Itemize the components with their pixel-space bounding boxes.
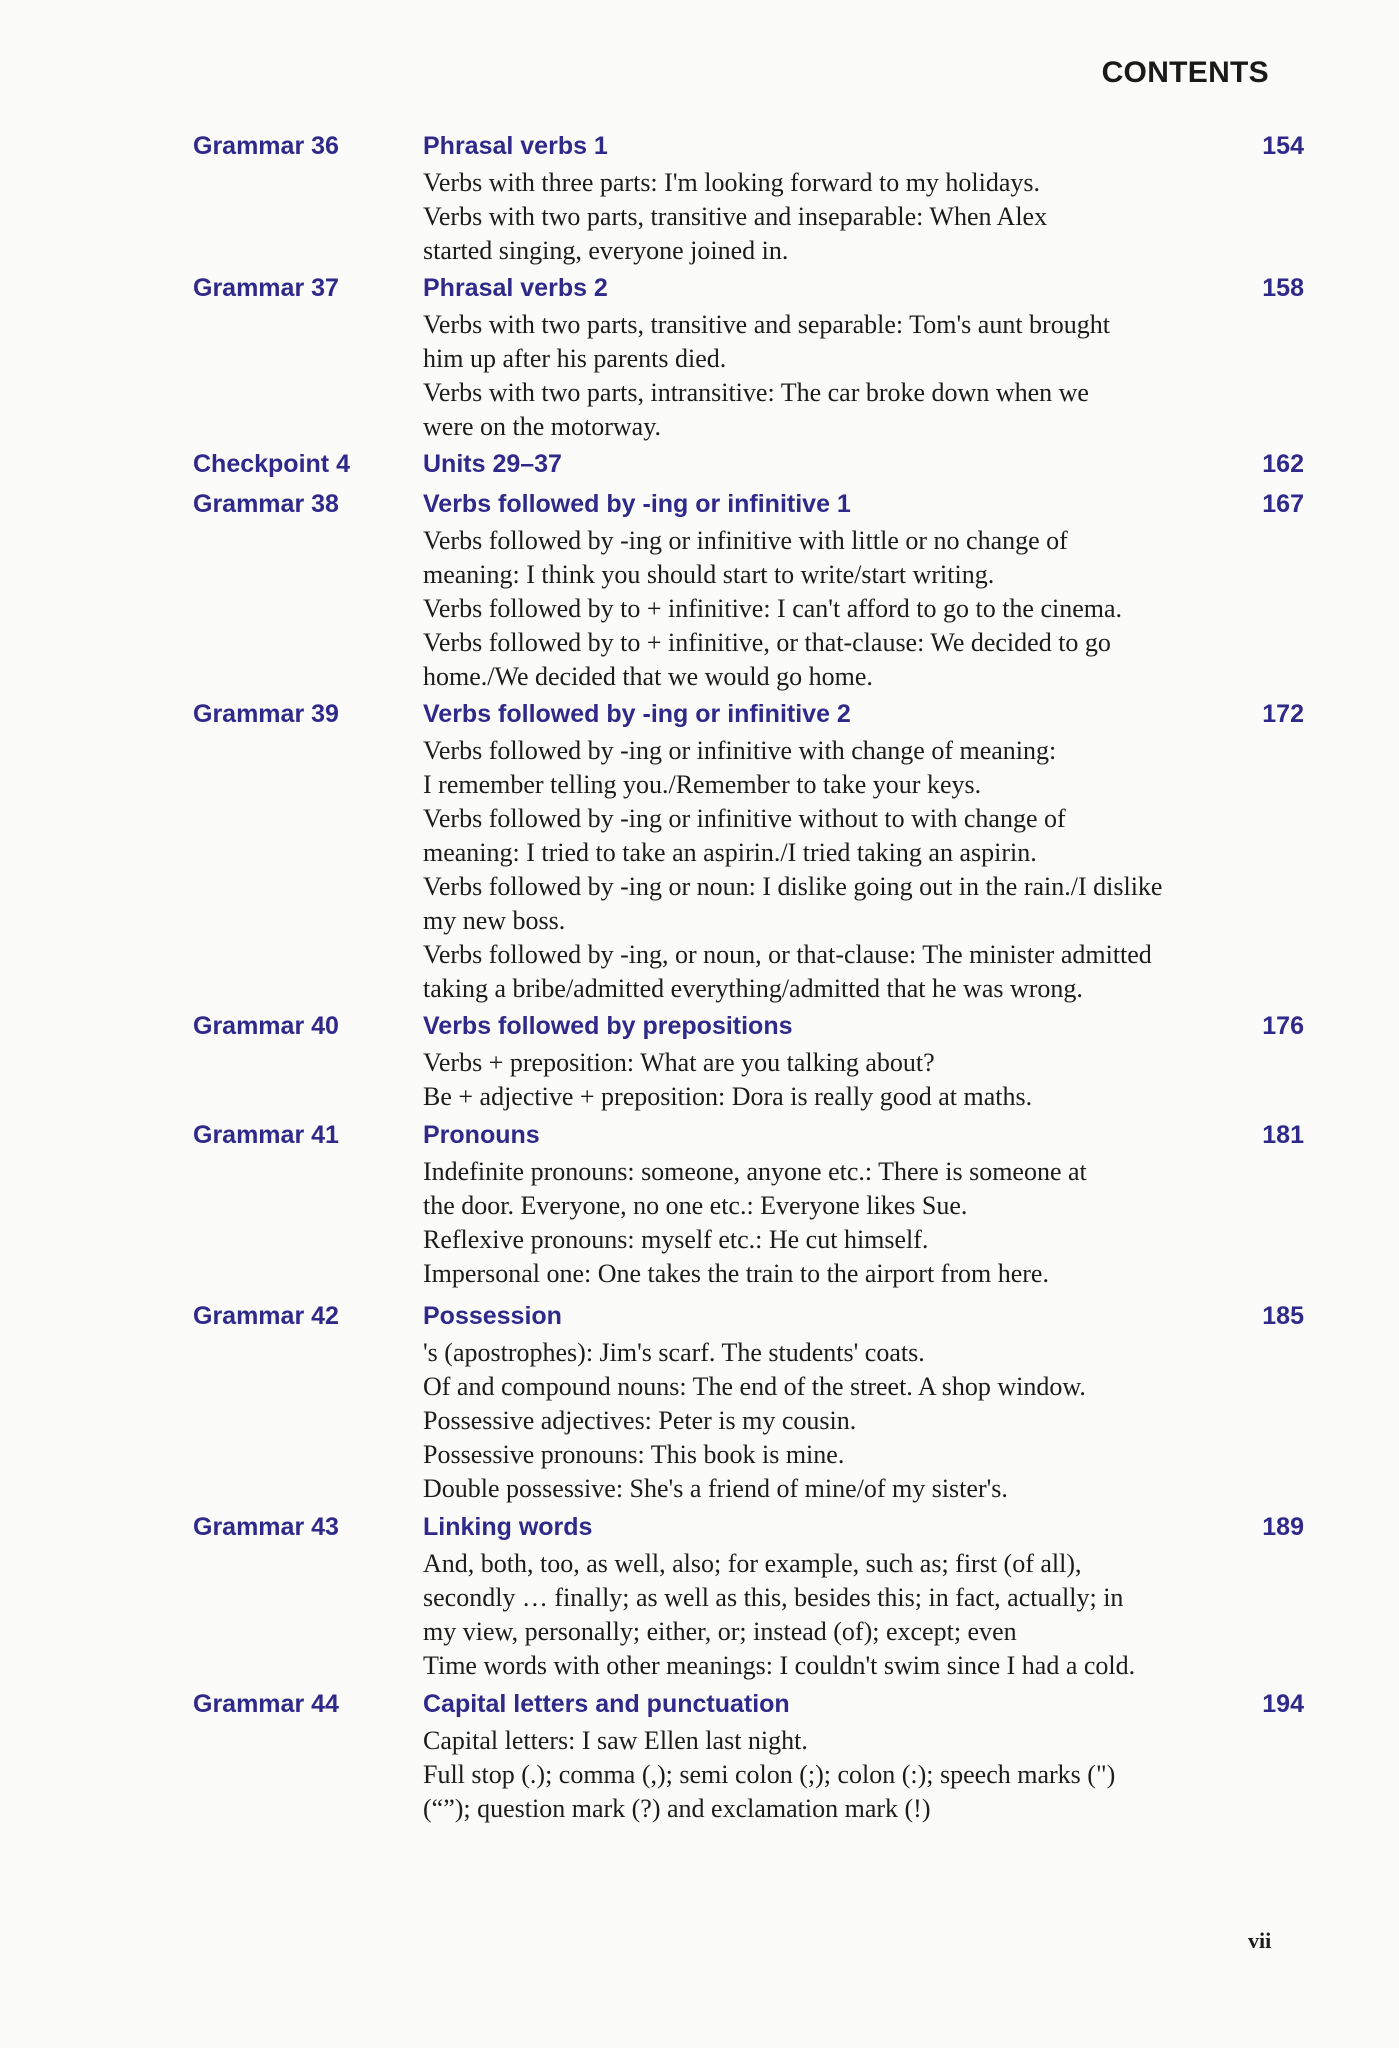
entry-title: Pronouns	[423, 1121, 540, 1149]
entry-description	[423, 524, 1283, 694]
entry-unit-label: Grammar 37	[193, 274, 339, 302]
description-line: secondly … finally; as well as this, besides this; in fact, actually; in	[423, 1583, 1124, 1612]
entry-unit-label: Grammar 42	[193, 1302, 339, 1330]
entry-title: Capital letters and punctuation	[423, 1690, 790, 1718]
description-line: Verbs followed by -ing or infinitive with little or no change of	[423, 526, 1068, 555]
description-line: And, both, too, as well, also; for example, such as; first (of all),	[423, 1549, 1082, 1578]
description-line: home./We decided that we would go home.	[423, 662, 873, 691]
description-line: Indefinite pronouns: someone, anyone etc.: There is someone at	[423, 1157, 1087, 1186]
description-line: Impersonal one: One takes the train to the airport from here.	[423, 1259, 1049, 1288]
description-line: Reflexive pronouns: myself etc.: He cut himself.	[423, 1225, 929, 1254]
entry-page-number: 167	[1262, 490, 1304, 518]
description-line: my new boss.	[423, 906, 566, 935]
description-line: Verbs with three parts: I'm looking forward to my holidays.	[423, 168, 1041, 197]
description-line: Verbs followed by -ing or noun: I dislike going out in the rain./I dislike	[423, 872, 1163, 901]
description-line: taking a bribe/admitted everything/admitted that he was wrong.	[423, 974, 1083, 1003]
description-line: I remember telling you./Remember to take your keys.	[423, 770, 982, 799]
entry-title: Verbs followed by prepositions	[423, 1012, 793, 1040]
description-line: meaning: I tried to take an aspirin./I tried taking an aspirin.	[423, 838, 1037, 867]
description-line: Verbs + preposition: What are you talking about?	[423, 1048, 935, 1077]
entry-unit-label: Grammar 39	[193, 700, 339, 728]
description-line: (“”); question mark (?) and exclamation mark (!)	[423, 1794, 931, 1823]
entry-description	[423, 1155, 1283, 1291]
entry-page-number: 181	[1262, 1121, 1304, 1149]
entry-page-number: 194	[1262, 1690, 1304, 1718]
entry-description	[423, 1046, 1283, 1114]
entry-unit-label: Grammar 44	[193, 1690, 339, 1718]
entry-unit-label: Grammar 41	[193, 1121, 339, 1149]
entry-title: Phrasal verbs 2	[423, 274, 608, 302]
entry-description	[423, 166, 1283, 268]
entry-description	[423, 1724, 1283, 1826]
entry-title: Verbs followed by -ing or infinitive 1	[423, 490, 851, 518]
description-line: 's (apostrophes): Jim's scarf. The students' coats.	[423, 1338, 925, 1367]
entry-title: Verbs followed by -ing or infinitive 2	[423, 700, 851, 728]
description-line: him up after his parents died.	[423, 344, 727, 373]
description-line: Verbs with two parts, intransitive: The car broke down when we	[423, 378, 1089, 407]
entry-description	[423, 734, 1283, 1006]
description-line: Verbs followed by -ing, or noun, or that-clause: The minister admitted	[423, 940, 1152, 969]
description-line: Be + adjective + preposition: Dora is really good at maths.	[423, 1082, 1033, 1111]
entry-page-number: 154	[1262, 132, 1304, 160]
entry-page-number: 162	[1262, 450, 1304, 478]
entry-page-number: 172	[1262, 700, 1304, 728]
page-number: vii	[1248, 1928, 1272, 1953]
description-line: Verbs followed by to + infinitive, or that-clause: We decided to go	[423, 628, 1111, 657]
description-line: meaning: I think you should start to write/start writing.	[423, 560, 995, 589]
entry-title: Phrasal verbs 1	[423, 132, 608, 160]
entry-page-number: 176	[1262, 1012, 1304, 1040]
description-line: Of and compound nouns: The end of the street. A shop window.	[423, 1372, 1086, 1401]
entry-description	[423, 308, 1283, 444]
description-line: Verbs followed by to + infinitive: I can't afford to go to the cinema.	[423, 594, 1123, 623]
entry-page-number: 158	[1262, 274, 1304, 302]
description-line: Verbs with two parts, transitive and inseparable: When Alex	[423, 202, 1048, 231]
description-line: the door. Everyone, no one etc.: Everyone likes Sue.	[423, 1191, 968, 1220]
entry-description	[423, 1547, 1283, 1683]
description-line: Possessive adjectives: Peter is my cousin.	[423, 1406, 857, 1435]
description-line: Double possessive: She's a friend of mine/of my sister's.	[423, 1474, 1008, 1503]
entry-title: Linking words	[423, 1513, 593, 1541]
description-line: Time words with other meanings: I couldn't swim since I had a cold.	[423, 1651, 1136, 1680]
description-line: my view, personally; either, or; instead (of); except; even	[423, 1617, 1017, 1646]
entry-title: Units 29–37	[423, 450, 562, 478]
description-line: Full stop (.); comma (,); semi colon (;); colon (:); speech marks (")	[423, 1760, 1116, 1789]
description-line: were on the motorway.	[423, 412, 662, 441]
entry-page-number: 189	[1262, 1513, 1304, 1541]
entry-unit-label: Checkpoint 4	[193, 450, 350, 478]
entry-unit-label: Grammar 36	[193, 132, 339, 160]
entry-unit-label: Grammar 43	[193, 1513, 339, 1541]
entry-unit-label: Grammar 38	[193, 490, 339, 518]
entry-page-number: 185	[1262, 1302, 1304, 1330]
description-line: Verbs with two parts, transitive and separable: Tom's aunt brought	[423, 310, 1110, 339]
description-line: Capital letters: I saw Ellen last night.	[423, 1726, 808, 1755]
page-heading: CONTENTS	[1101, 56, 1269, 89]
description-line: Possessive pronouns: This book is mine.	[423, 1440, 845, 1469]
description-line: Verbs followed by -ing or infinitive with change of meaning:	[423, 736, 1057, 765]
entry-description	[423, 1336, 1283, 1506]
entry-title: Possession	[423, 1302, 562, 1330]
entry-unit-label: Grammar 40	[193, 1012, 339, 1040]
description-line: started singing, everyone joined in.	[423, 236, 789, 265]
description-line: Verbs followed by -ing or infinitive without to with change of	[423, 804, 1066, 833]
